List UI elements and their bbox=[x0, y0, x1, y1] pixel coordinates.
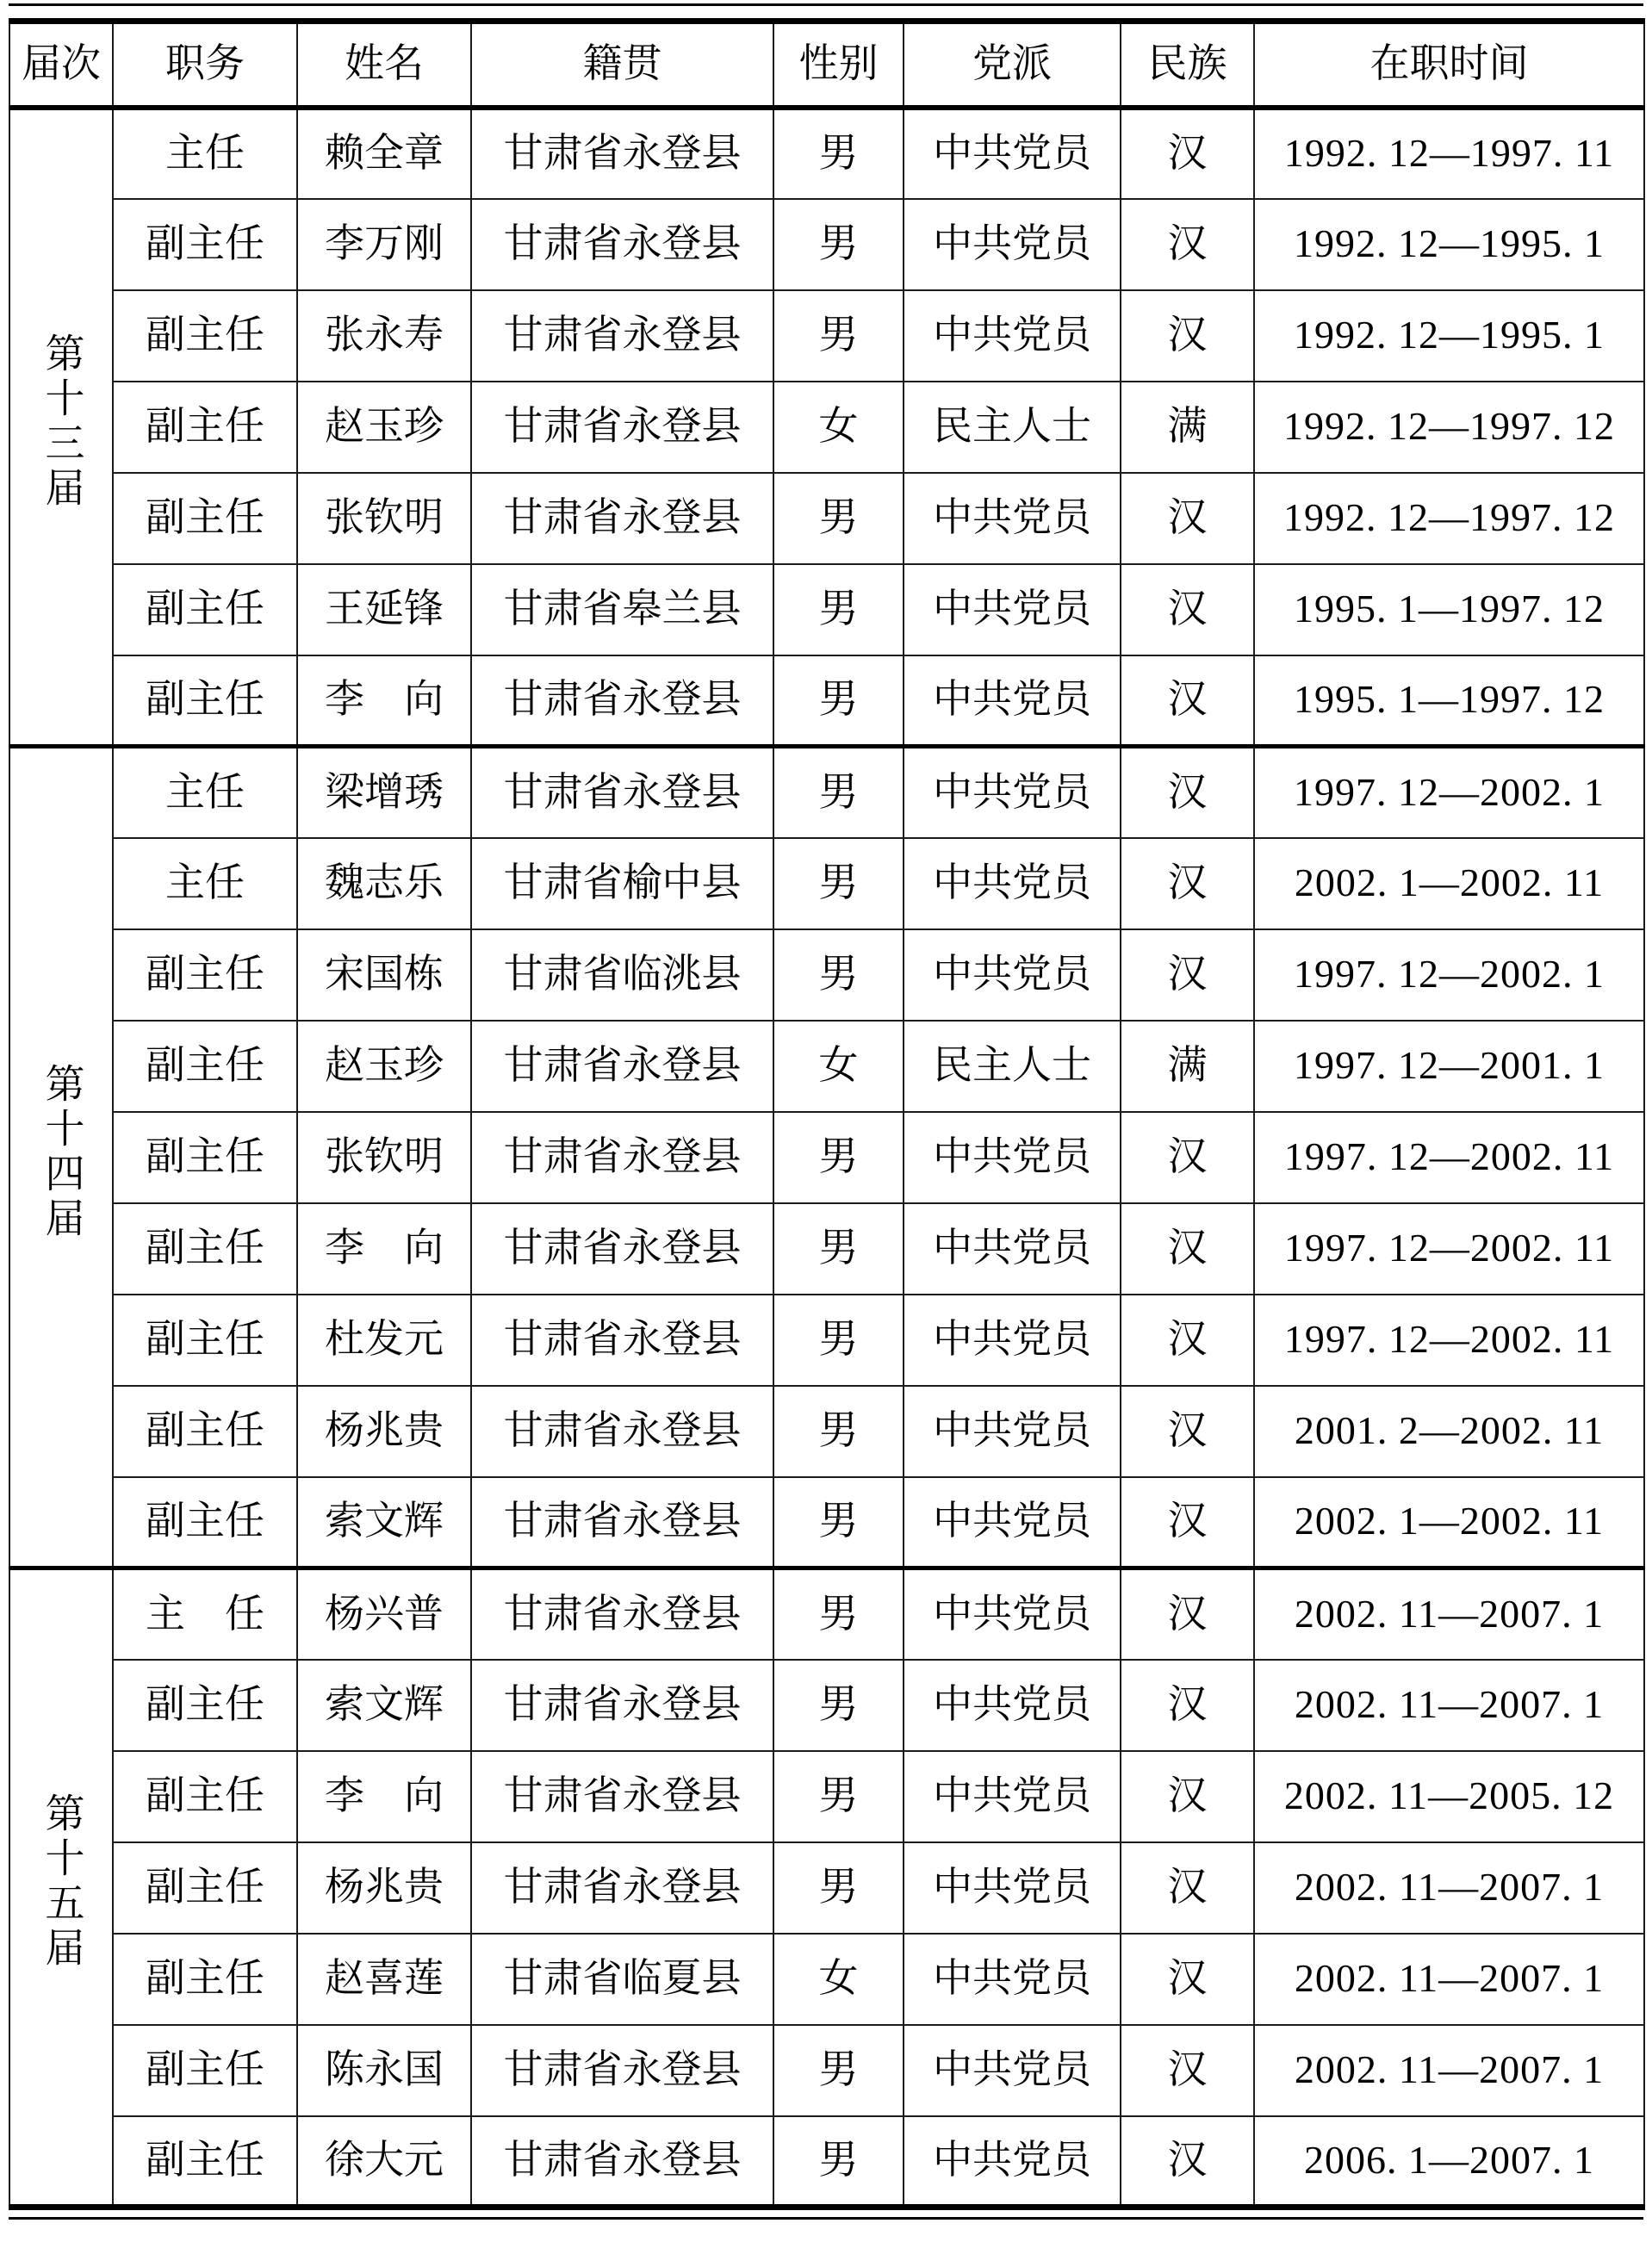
cell-position: 副主任 bbox=[113, 1477, 297, 1568]
column-header-name: 姓名 bbox=[297, 22, 471, 108]
cell-birthplace: 甘肃省永登县 bbox=[471, 655, 773, 747]
table-row bbox=[9, 1203, 1644, 1295]
cell-position: 副主任 bbox=[113, 1112, 297, 1203]
cell-party: 中共党员 bbox=[904, 108, 1121, 199]
cell-party: 中共党员 bbox=[904, 1112, 1121, 1203]
header-row bbox=[9, 22, 1644, 108]
cell-party: 中共党员 bbox=[904, 1203, 1121, 1295]
cell-party: 中共党员 bbox=[904, 1751, 1121, 1842]
cell-gender: 男 bbox=[773, 929, 904, 1021]
cell-tenure: 1992. 12—1997. 12 bbox=[1254, 382, 1644, 473]
cell-position: 主任 bbox=[113, 747, 297, 838]
cell-ethnicity: 汉 bbox=[1121, 1203, 1254, 1295]
cell-position: 副主任 bbox=[113, 1203, 297, 1295]
cell-position: 副主任 bbox=[113, 2025, 297, 2116]
cell-gender: 男 bbox=[773, 1295, 904, 1386]
cell-position: 副主任 bbox=[113, 1660, 297, 1751]
cell-tenure: 1997. 12—2002. 1 bbox=[1254, 929, 1644, 1021]
table-row bbox=[9, 1842, 1644, 1934]
cell-gender: 男 bbox=[773, 2116, 904, 2208]
cell-ethnicity: 汉 bbox=[1121, 290, 1254, 382]
cell-party: 中共党员 bbox=[904, 2116, 1121, 2208]
cell-position: 副主任 bbox=[113, 382, 297, 473]
table-row bbox=[9, 655, 1644, 747]
column-header-gender: 性别 bbox=[773, 22, 904, 108]
column-header-party: 党派 bbox=[904, 22, 1121, 108]
cell-birthplace: 甘肃省永登县 bbox=[471, 1386, 773, 1477]
cell-tenure: 2002. 11—2007. 1 bbox=[1254, 1660, 1644, 1751]
cell-name: 赖全章 bbox=[297, 108, 471, 199]
cell-birthplace: 甘肃省永登县 bbox=[471, 290, 773, 382]
cell-ethnicity: 汉 bbox=[1121, 747, 1254, 838]
cell-birthplace: 甘肃省临夏县 bbox=[471, 1934, 773, 2025]
session-cell-14 bbox=[9, 747, 113, 1568]
cell-birthplace: 甘肃省永登县 bbox=[471, 1203, 773, 1295]
cell-gender: 女 bbox=[773, 1934, 904, 2025]
cell-birthplace: 甘肃省永登县 bbox=[471, 1295, 773, 1386]
cell-ethnicity: 汉 bbox=[1121, 564, 1254, 655]
cell-tenure: 1997. 12—2002. 11 bbox=[1254, 1295, 1644, 1386]
cell-position: 副主任 bbox=[113, 929, 297, 1021]
cell-position: 副主任 bbox=[113, 1934, 297, 2025]
cell-tenure: 1997. 12—2002. 1 bbox=[1254, 747, 1644, 838]
table-row bbox=[9, 2116, 1644, 2208]
cell-name: 李万刚 bbox=[297, 199, 471, 290]
cell-tenure: 2002. 11—2005. 12 bbox=[1254, 1751, 1644, 1842]
cell-ethnicity: 汉 bbox=[1121, 929, 1254, 1021]
cell-gender: 男 bbox=[773, 838, 904, 929]
table-row bbox=[9, 929, 1644, 1021]
table-row bbox=[9, 382, 1644, 473]
cell-position: 副主任 bbox=[113, 199, 297, 290]
cell-position: 副主任 bbox=[113, 1842, 297, 1934]
cell-birthplace: 甘肃省永登县 bbox=[471, 382, 773, 473]
table-row bbox=[9, 1660, 1644, 1751]
cell-ethnicity: 汉 bbox=[1121, 1660, 1254, 1751]
cell-position: 副主任 bbox=[113, 2116, 297, 2208]
column-header-tenure: 在职时间 bbox=[1254, 22, 1644, 108]
cell-gender: 男 bbox=[773, 108, 904, 199]
cell-party: 中共党员 bbox=[904, 1477, 1121, 1568]
cell-party: 中共党员 bbox=[904, 1386, 1121, 1477]
cell-tenure: 2002. 1—2002. 11 bbox=[1254, 1477, 1644, 1568]
cell-ethnicity: 汉 bbox=[1121, 2116, 1254, 2208]
cell-tenure: 1992. 12—1997. 12 bbox=[1254, 473, 1644, 564]
table-row bbox=[9, 1477, 1644, 1568]
cell-position: 副主任 bbox=[113, 1751, 297, 1842]
session-label: 第十四届 bbox=[40, 1062, 84, 1242]
table-row bbox=[9, 1386, 1644, 1477]
cell-name: 张钦明 bbox=[297, 473, 471, 564]
cell-ethnicity: 满 bbox=[1121, 382, 1254, 473]
cell-tenure: 2002. 1—2002. 11 bbox=[1254, 838, 1644, 929]
table-row bbox=[9, 199, 1644, 290]
cell-name: 张钦明 bbox=[297, 1112, 471, 1203]
cell-birthplace: 甘肃省临洮县 bbox=[471, 929, 773, 1021]
cell-tenure: 1992. 12—1995. 1 bbox=[1254, 290, 1644, 382]
table-row bbox=[9, 1112, 1644, 1203]
cell-ethnicity: 汉 bbox=[1121, 655, 1254, 747]
cell-party: 中共党员 bbox=[904, 1568, 1121, 1660]
cell-name: 赵玉珍 bbox=[297, 382, 471, 473]
cell-ethnicity: 汉 bbox=[1121, 473, 1254, 564]
cell-gender: 男 bbox=[773, 1477, 904, 1568]
cell-name: 索文辉 bbox=[297, 1477, 471, 1568]
table-row bbox=[9, 290, 1644, 382]
table-row bbox=[9, 108, 1644, 199]
cell-position: 主任 bbox=[113, 838, 297, 929]
column-header-ethnicity: 民族 bbox=[1121, 22, 1254, 108]
column-header-session: 届次 bbox=[9, 22, 113, 108]
officials-table bbox=[9, 18, 1645, 2210]
cell-tenure: 1997. 12—2001. 1 bbox=[1254, 1021, 1644, 1112]
cell-position: 副主任 bbox=[113, 1386, 297, 1477]
cell-gender: 男 bbox=[773, 1842, 904, 1934]
table-row bbox=[9, 473, 1644, 564]
cell-gender: 男 bbox=[773, 199, 904, 290]
cell-ethnicity: 汉 bbox=[1121, 199, 1254, 290]
cell-party: 中共党员 bbox=[904, 564, 1121, 655]
table-row bbox=[9, 838, 1644, 929]
cell-name: 杨兆贵 bbox=[297, 1842, 471, 1934]
cell-position: 副主任 bbox=[113, 655, 297, 747]
cell-gender: 男 bbox=[773, 2025, 904, 2116]
cell-tenure: 1997. 12—2002. 11 bbox=[1254, 1112, 1644, 1203]
cell-name: 索文辉 bbox=[297, 1660, 471, 1751]
cell-ethnicity: 汉 bbox=[1121, 1295, 1254, 1386]
cell-ethnicity: 汉 bbox=[1121, 1751, 1254, 1842]
cell-name: 赵玉珍 bbox=[297, 1021, 471, 1112]
cell-birthplace: 甘肃省永登县 bbox=[471, 473, 773, 564]
cell-gender: 男 bbox=[773, 655, 904, 747]
cell-party: 中共党员 bbox=[904, 290, 1121, 382]
cell-ethnicity: 汉 bbox=[1121, 1934, 1254, 2025]
cell-name: 宋国栋 bbox=[297, 929, 471, 1021]
cell-party: 中共党员 bbox=[904, 838, 1121, 929]
cell-tenure: 1992. 12—1995. 1 bbox=[1254, 199, 1644, 290]
cell-name: 梁增琇 bbox=[297, 747, 471, 838]
cell-gender: 男 bbox=[773, 290, 904, 382]
cell-ethnicity: 汉 bbox=[1121, 1842, 1254, 1934]
cell-party: 中共党员 bbox=[904, 1842, 1121, 1934]
cell-gender: 女 bbox=[773, 1021, 904, 1112]
cell-ethnicity: 汉 bbox=[1121, 838, 1254, 929]
cell-gender: 男 bbox=[773, 1203, 904, 1295]
cell-name: 杜发元 bbox=[297, 1295, 471, 1386]
cell-birthplace: 甘肃省永登县 bbox=[471, 108, 773, 199]
cell-birthplace: 甘肃省榆中县 bbox=[471, 838, 773, 929]
table-row bbox=[9, 1751, 1644, 1842]
cell-name: 王延锋 bbox=[297, 564, 471, 655]
cell-gender: 男 bbox=[773, 747, 904, 838]
cell-gender: 男 bbox=[773, 1112, 904, 1203]
table-row bbox=[9, 1568, 1644, 1660]
cell-party: 中共党员 bbox=[904, 1660, 1121, 1751]
cell-birthplace: 甘肃省永登县 bbox=[471, 2116, 773, 2208]
cell-name: 李 向 bbox=[297, 1751, 471, 1842]
cell-ethnicity: 汉 bbox=[1121, 1386, 1254, 1477]
cell-tenure: 1992. 12—1997. 11 bbox=[1254, 108, 1644, 199]
session-label: 第十五届 bbox=[40, 1792, 84, 1972]
cell-gender: 男 bbox=[773, 1568, 904, 1660]
cell-tenure: 2002. 11—2007. 1 bbox=[1254, 1934, 1644, 2025]
cell-birthplace: 甘肃省永登县 bbox=[471, 199, 773, 290]
session-cell-15 bbox=[9, 1568, 113, 2208]
cell-tenure: 2002. 11—2007. 1 bbox=[1254, 1842, 1644, 1934]
table-row bbox=[9, 1021, 1644, 1112]
table-row bbox=[9, 564, 1644, 655]
cell-birthplace: 甘肃省永登县 bbox=[471, 1751, 773, 1842]
cell-position: 副主任 bbox=[113, 290, 297, 382]
cell-name: 张永寿 bbox=[297, 290, 471, 382]
session-label: 第十三届 bbox=[40, 332, 84, 512]
cell-ethnicity: 汉 bbox=[1121, 1112, 1254, 1203]
cell-position: 主 任 bbox=[113, 1568, 297, 1660]
column-header-position: 职务 bbox=[113, 22, 297, 108]
cell-position: 副主任 bbox=[113, 473, 297, 564]
table-frame bbox=[9, 3, 1643, 2220]
cell-gender: 男 bbox=[773, 1386, 904, 1477]
table-row bbox=[9, 747, 1644, 838]
cell-birthplace: 甘肃省皋兰县 bbox=[471, 564, 773, 655]
cell-party: 民主人士 bbox=[904, 1021, 1121, 1112]
cell-name: 陈永国 bbox=[297, 2025, 471, 2116]
cell-gender: 男 bbox=[773, 564, 904, 655]
cell-gender: 女 bbox=[773, 382, 904, 473]
table-row bbox=[9, 2025, 1644, 2116]
table-row bbox=[9, 1934, 1644, 2025]
cell-ethnicity: 汉 bbox=[1121, 2025, 1254, 2116]
cell-name: 李 向 bbox=[297, 655, 471, 747]
cell-tenure: 2002. 11—2007. 1 bbox=[1254, 1568, 1644, 1660]
cell-position: 副主任 bbox=[113, 1021, 297, 1112]
cell-ethnicity: 满 bbox=[1121, 1021, 1254, 1112]
cell-ethnicity: 汉 bbox=[1121, 108, 1254, 199]
cell-birthplace: 甘肃省永登县 bbox=[471, 1021, 773, 1112]
table-row bbox=[9, 1295, 1644, 1386]
cell-tenure: 2001. 2—2002. 11 bbox=[1254, 1386, 1644, 1477]
cell-tenure: 1995. 1—1997. 12 bbox=[1254, 655, 1644, 747]
cell-ethnicity: 汉 bbox=[1121, 1568, 1254, 1660]
cell-name: 徐大元 bbox=[297, 2116, 471, 2208]
cell-gender: 男 bbox=[773, 1751, 904, 1842]
cell-tenure: 2006. 1—2007. 1 bbox=[1254, 2116, 1644, 2208]
cell-name: 魏志乐 bbox=[297, 838, 471, 929]
cell-party: 中共党员 bbox=[904, 1934, 1121, 2025]
cell-birthplace: 甘肃省永登县 bbox=[471, 1660, 773, 1751]
cell-gender: 男 bbox=[773, 473, 904, 564]
cell-party: 中共党员 bbox=[904, 199, 1121, 290]
cell-position: 副主任 bbox=[113, 1295, 297, 1386]
cell-tenure: 2002. 11—2007. 1 bbox=[1254, 2025, 1644, 2116]
cell-name: 杨兴普 bbox=[297, 1568, 471, 1660]
cell-name: 杨兆贵 bbox=[297, 1386, 471, 1477]
cell-party: 中共党员 bbox=[904, 2025, 1121, 2116]
cell-position: 副主任 bbox=[113, 564, 297, 655]
cell-birthplace: 甘肃省永登县 bbox=[471, 1842, 773, 1934]
table-header bbox=[9, 22, 1644, 108]
cell-position: 主任 bbox=[113, 108, 297, 199]
cell-name: 赵喜莲 bbox=[297, 1934, 471, 2025]
column-header-birthplace: 籍贯 bbox=[471, 22, 773, 108]
cell-party: 中共党员 bbox=[904, 747, 1121, 838]
cell-tenure: 1995. 1—1997. 12 bbox=[1254, 564, 1644, 655]
cell-name: 李 向 bbox=[297, 1203, 471, 1295]
cell-tenure: 1997. 12—2002. 11 bbox=[1254, 1203, 1644, 1295]
cell-party: 中共党员 bbox=[904, 929, 1121, 1021]
session-cell-13 bbox=[9, 108, 113, 747]
cell-birthplace: 甘肃省永登县 bbox=[471, 747, 773, 838]
cell-party: 中共党员 bbox=[904, 473, 1121, 564]
cell-party: 民主人士 bbox=[904, 382, 1121, 473]
cell-birthplace: 甘肃省永登县 bbox=[471, 2025, 773, 2116]
cell-birthplace: 甘肃省永登县 bbox=[471, 1477, 773, 1568]
cell-birthplace: 甘肃省永登县 bbox=[471, 1568, 773, 1660]
cell-party: 中共党员 bbox=[904, 1295, 1121, 1386]
cell-party: 中共党员 bbox=[904, 655, 1121, 747]
cell-ethnicity: 汉 bbox=[1121, 1477, 1254, 1568]
cell-birthplace: 甘肃省永登县 bbox=[471, 1112, 773, 1203]
cell-gender: 男 bbox=[773, 1660, 904, 1751]
